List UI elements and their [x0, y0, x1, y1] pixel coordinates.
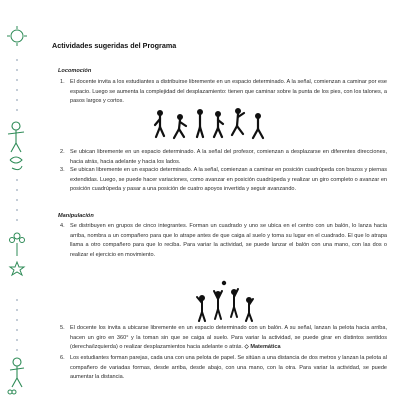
document-page	[52, 0, 387, 400]
walking-child-figure	[214, 111, 223, 137]
decorative-left-border	[0, 0, 34, 400]
item-text: El docente invita a los estudiantes a distribuirse libremente en un espacio determinado. A la señal, comienzan a caminar por ese espacio. Luego se aumenta la complejidad del desplazamiento: tienen que caminar sobre la punta de los pies, con los talones, a pasos largos y cortos.	[70, 79, 387, 105]
child-throwing-figure	[197, 295, 205, 321]
item-number: 5.	[60, 325, 65, 331]
child-throwing-figure	[214, 291, 222, 319]
walking-child-figure	[232, 108, 244, 135]
child-figure-doodle-icon	[8, 122, 24, 152]
activity-item	[60, 148, 387, 167]
section-heading-locomocion: Locomoción	[58, 68, 92, 74]
item-text: El docente los invita a ubicarse libremente en un espacio determinado con un balón. A su señal, lanzan la pelota hacia arriba, hacen un giro en 360° y la toman sin que se caiga al suelo. Para variar la actividad, se puede girar en distintos sentidos (derecha/izquierda) o realizar desplazamientos hacia adelante o atrás.	[70, 325, 387, 351]
sun-doodle-icon	[7, 26, 27, 46]
page-title: Actividades sugeridas del Programa	[52, 41, 177, 50]
dotted-line-icon	[16, 59, 18, 351]
walking-child-figure	[253, 113, 263, 138]
child-throwing-figure	[231, 289, 238, 317]
subject-tag-label: Matemática	[250, 344, 281, 351]
swirl-doodle-icon	[10, 157, 22, 170]
activity-item	[60, 222, 387, 261]
walking-child-figure	[155, 110, 164, 137]
activity-item	[60, 324, 387, 353]
activity-item	[60, 166, 387, 195]
child-throwing-figure	[246, 297, 253, 321]
item-number: 3.	[60, 167, 65, 173]
ball-throwing-illustration	[192, 280, 256, 322]
ball-icon	[222, 281, 226, 285]
activity-item	[60, 354, 387, 383]
item-text: Se ubican libremente en un espacio determinado. A la señal del profesor, comienzan a desplazarse en diferentes direcciones, hacia atrás, hacia adelante y hacia los lados.	[70, 149, 387, 165]
child-figure-doodle-icon	[10, 358, 24, 387]
walking-child-figure	[197, 109, 203, 137]
item-number: 1.	[60, 79, 65, 85]
walking-children-illustration	[152, 107, 272, 143]
walking-child-figure	[174, 114, 186, 138]
item-text: Los estudiantes forman parejas, cada una con una pelota de papel. Se sitúan a una distancia de dos metros y lanzan la pelota al compañero de variadas formas, desde arriba, desde abajo, con una mano, con la otra. Para variar la actividad, se puede aumentar la distancia.	[70, 355, 387, 381]
item-text: Se distribuyen en grupos de cinco integrantes. Forman un cuadrado y uno se ubica en el centro con un balón, lo lanza hacia arriba, nombra a un compañero para que lo atrape antes de que caiga al suelo y toma su lugar en el cuadrado. El que lo atrapa llama a otro compañero para que lo reciba. Para variar la actividad, se puede lanzar el balón con una mano, con las dos o realizar el ejercicio en movimiento.	[70, 223, 387, 259]
item-number: 6.	[60, 355, 65, 361]
flower-doodle-icon	[10, 233, 25, 256]
item-number: 2.	[60, 149, 65, 155]
item-number: 4.	[60, 223, 65, 229]
subject-tag: ◇ Matemática	[244, 344, 281, 351]
section-heading-manipulacion: Manipulación	[58, 213, 94, 219]
item-text: Se ubican libremente en un espacio determinado. A la señal, comienzan a caminar en posición cuadrúpeda con brazos y piernas extendidas. Luego, se puede hacer variaciones, como avanzar en posición cuadrúpeda y realizar un giro completo o avanzar en posición cuadrúpeda y pasar a una posición de cuatro apoyos invertida y seguir avanzando.	[70, 167, 387, 193]
flower-doodle-icon	[8, 390, 16, 394]
star-doodle-icon	[10, 262, 24, 275]
activity-item	[60, 78, 387, 107]
